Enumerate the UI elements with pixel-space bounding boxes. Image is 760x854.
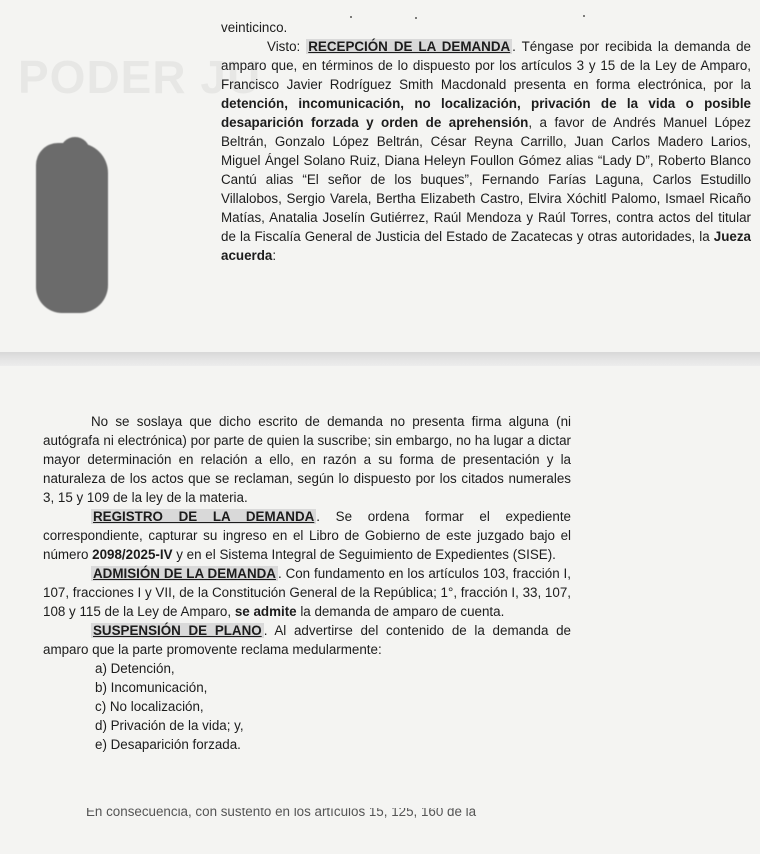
heading-recepcion: RECEPCIÓN DE LA DEMANDA — [308, 39, 511, 54]
page-separator — [0, 352, 760, 366]
text-segment: : — [272, 248, 277, 263]
scan-speck — [583, 15, 585, 17]
paragraph-soslaya: No se soslaya que dicho escrito de demanda no presenta firma alguna (ni autógrafa ni electrónica) por parte de quien la suscribe; sin embargo, no ha lugar a dictar mayor determinación en relación a ello, en razón a su forma de presentación y la naturaleza de los actos que se reclaman, según lo dispuesto por los citados numerales 3, 15 y 109 de la ley de la materia. — [43, 414, 571, 505]
watermark: PODER JU — [18, 51, 262, 103]
text-segment: . Se ordena formar el expediente correspondiente, capturar su ingreso en el Libro de Gobierno de este juzgado bajo el número — [43, 509, 571, 562]
heading-registro: REGISTRO DE LA DEMANDA — [93, 509, 315, 524]
line-continuation: veinticinco. — [221, 20, 288, 35]
redaction-mark — [36, 143, 108, 313]
list-item: c) No localización, — [95, 699, 204, 714]
visto-label: Visto: — [267, 39, 307, 54]
paragraph-suspension — [43, 621, 571, 659]
jueza-acuerda: Jueza acuerda — [221, 229, 751, 263]
cutoff-text: En consecuencia, con sustento en los artículos 15, 125, 160 de la — [86, 808, 477, 818]
se-admite: se admite — [234, 604, 297, 619]
bold-segment: detención, incomunicación, no localización, privación de la vida o posible desaparición forzada y orden de aprehensión — [221, 96, 751, 130]
text-segment: y en el Sistema Integral de Seguimiento de Expedientes (SISE). — [172, 547, 556, 562]
expediente-number: 2098/2025-IV — [92, 547, 173, 562]
paragraph-registro — [43, 507, 571, 564]
list-item: e) Desaparición forzada. — [95, 737, 241, 752]
text-segment: . Con fundamento en los artículos 103, fracción I, 107, fracciones I y VII, de la Constitución General de la República; 1°, fracción I, 33, 107, 108 y 115 de la Ley de Amparo, — [43, 566, 571, 619]
paragraph-recepcion — [221, 37, 751, 265]
heading-suspension: SUSPENSIÓN DE PLANO — [93, 623, 262, 638]
text-segment: , a favor de Andrés Manuel López Beltrán, Gonzalo López Beltrán, César Reyna Carrillo, Juan Carlos Madero Larios, Miguel Ángel Solano Ruiz, Diana Heleyn Foullon Gómez alias “Lady D”, Roberto Blanco Cantú alias “El señor de los buques”, Fernando Farías Laguna, Carlos Estudillo Villalobos, Sergio Varela, Bertha Elizabeth Castro, Elvira Xóchitl Palomo, Ismael Ricaño Matías, Anatalia Joselín Gutiérrez, Raúl Mendoza y Raúl Torres, contra actos del titular de la Fiscalía General de Justicia del Estado de Zacatecas y otras autoridades, la — [221, 115, 752, 244]
list-item: d) Privación de la vida; y, — [95, 718, 244, 733]
text-segment: la demanda de amparo de cuenta. — [296, 604, 505, 619]
list-item: b) Incomunicación, — [95, 680, 208, 695]
top-text-block — [221, 18, 751, 265]
text-segment: . Al advertirse del contenido de la demanda de amparo que la parte promovente reclama medularmente: — [43, 623, 571, 657]
text-segment: . Téngase por recibida la demanda de amparo que, en términos de lo dispuesto por los artículos 3 y 15 de la Ley de Amparo, Francisco Javier Rodríguez Smith Macdonald presenta en forma electrónica, por la — [221, 39, 752, 92]
reclamo-list — [43, 659, 571, 754]
paragraph-admision — [43, 564, 571, 621]
bottom-text-block — [43, 412, 571, 754]
list-item: a) Detención, — [95, 661, 175, 676]
cutoff-line — [86, 808, 566, 818]
heading-admision: ADMISIÓN DE LA DEMANDA — [93, 566, 276, 581]
